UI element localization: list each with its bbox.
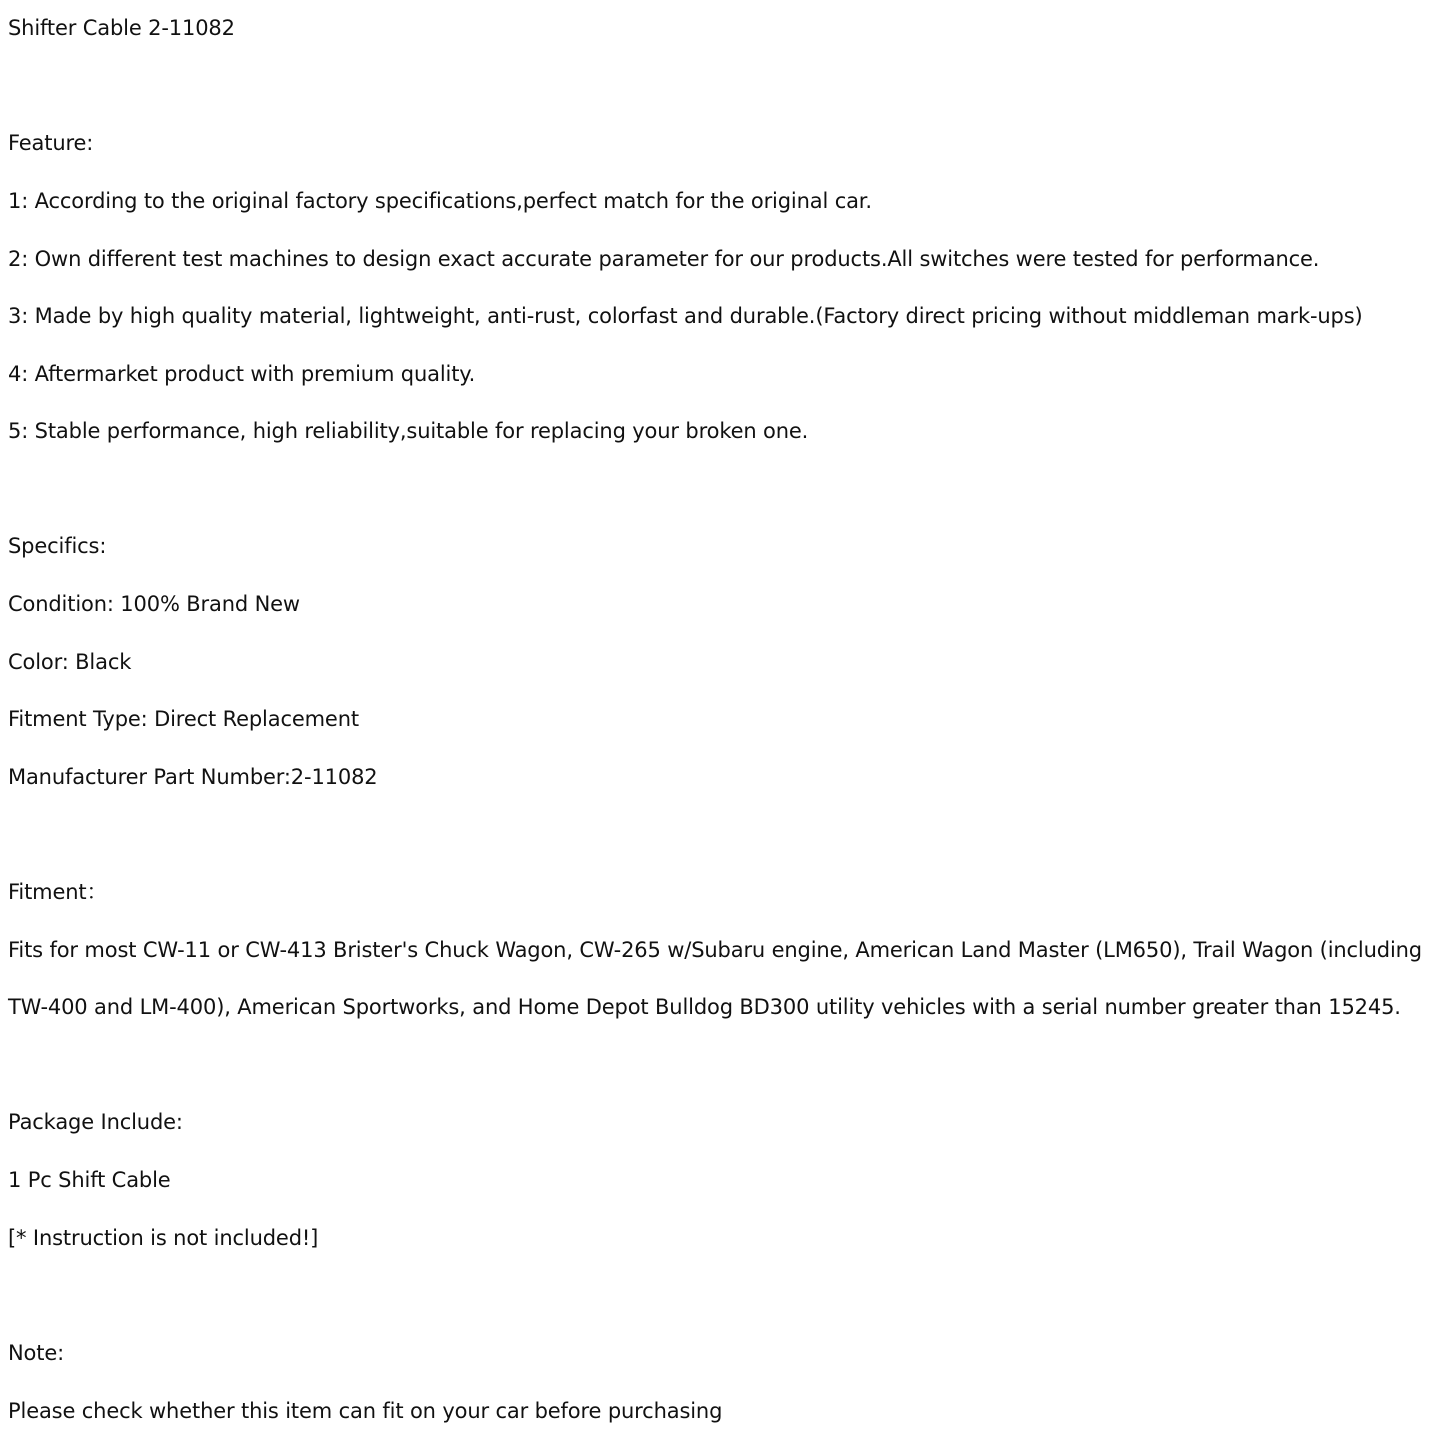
page-title: Shifter Cable 2-11082 <box>8 16 235 40</box>
note-text: Please check whether this item can fit on your car before purchasing <box>8 1399 723 1423</box>
feature-heading: Feature: <box>8 131 94 155</box>
specifics-condition: Condition: 100% Brand New <box>8 592 300 616</box>
specifics-color: Color: Black <box>8 650 132 674</box>
package-heading: Package Include: <box>8 1110 183 1134</box>
feature-item-1: 1: According to the original factory specifications,perfect match for the original car. <box>8 189 872 213</box>
specifics-heading: Specifics: <box>8 534 107 558</box>
feature-item-5: 5: Stable performance, high reliability,suitable for replacing your broken one. <box>8 419 809 443</box>
feature-item-3: 3: Made by high quality material, lightweight, anti-rust, colorfast and durable.(Factory direct pricing without middleman mark-ups) <box>8 304 1363 328</box>
specifics-fitment-type: Fitment Type: Direct Replacement <box>8 707 359 731</box>
note-heading: Note: <box>8 1341 65 1365</box>
fitment-text-line-1: Fits for most CW-11 or CW-413 Brister's Chuck Wagon, CW-265 w/Subaru engine, American Land Master (LM650), Trail Wagon (including <box>8 938 1422 962</box>
feature-item-2: 2: Own different test machines to design exact accurate parameter for our products.All switches were tested for performance. <box>8 247 1320 271</box>
fitment-text-line-2: TW-400 and LM-400), American Sportworks, and Home Depot Bulldog BD300 utility vehicles with a serial number greater than 15245. <box>8 995 1401 1019</box>
feature-item-4: 4: Aftermarket product with premium quality. <box>8 362 476 386</box>
package-item-2: [* Instruction is not included!] <box>8 1226 319 1250</box>
specifics-part-number: Manufacturer Part Number:2-11082 <box>8 765 378 789</box>
fitment-heading: Fitment： <box>8 880 108 904</box>
package-item-1: 1 Pc Shift Cable <box>8 1168 171 1192</box>
